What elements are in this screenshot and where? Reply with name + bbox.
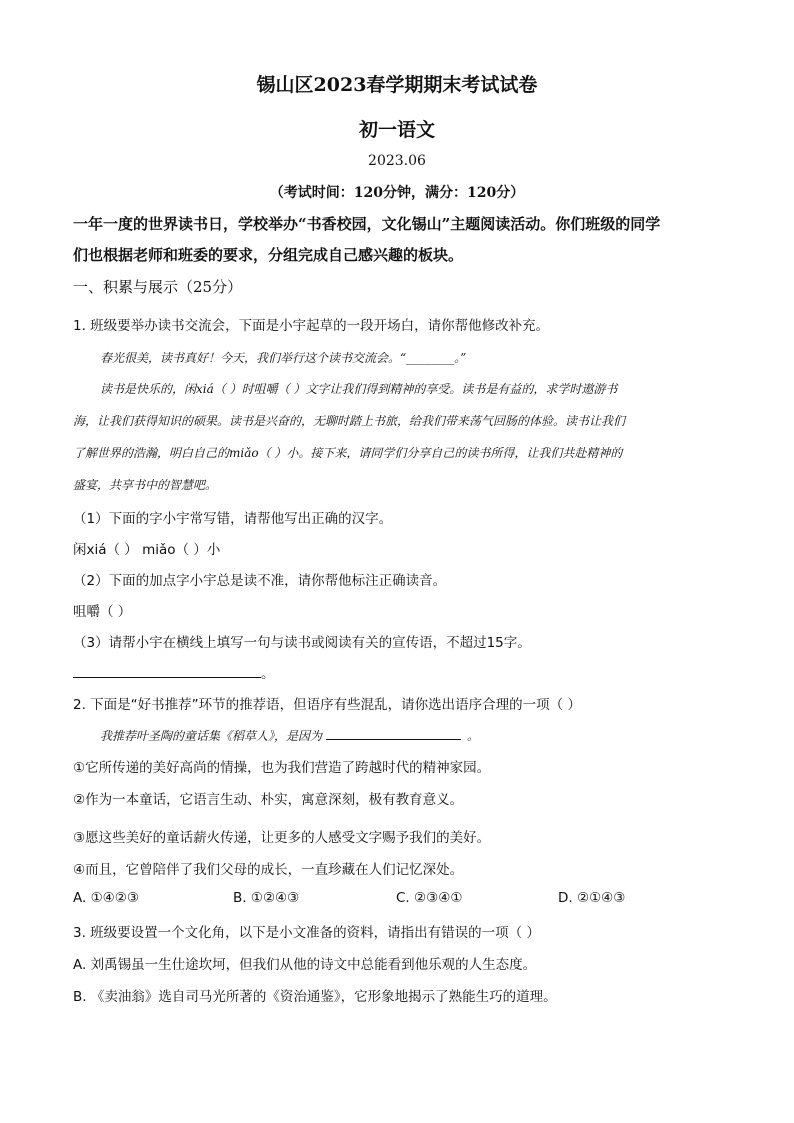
passage-line-4: 了解世界的浩瀚，明白自己的miǎo（ ）小。接下来，请同学们分享自己的读书所得，让我们共赴精神的 [73, 446, 623, 460]
lead-blank-line[interactable] [326, 727, 461, 740]
question-1-stem: 1. 班级要举办读书交流会，下面是小宇起草的一段开场白，请你帮他修改补充。 [73, 318, 550, 334]
passage-line-2: 读书是快乐的，闲xiá（ ）时咀嚼（ ）文字让我们得到精神的享受。读书是有益的，求学时遨游书 [100, 382, 618, 396]
question-2-item-4: ④而且，它曾陪伴了我们父母的成长，一直珍藏在人们记忆深处。 [73, 862, 464, 878]
question-2-item-3: ③愿这些美好的童话薪火传递，让更多的人感受文字赐予我们的美好。 [73, 830, 491, 846]
exam-info: （考试时间：120分钟，满分：120分） [269, 185, 525, 201]
question-1-sub-3: （3）请帮小宇在横线上填写一句与读书或阅读有关的宣传语，不超过15字。 [73, 635, 531, 651]
question-2-item-1: ①它所传递的美好高尚的情操，也为我们营造了跨越时代的精神家园。 [73, 760, 491, 776]
question-2-lead [100, 727, 479, 744]
answer-blank-line[interactable] [73, 665, 261, 678]
question-1-sub-3-answer [73, 662, 275, 682]
passage-line-5: 盛宴，共享书中的智慧吧。 [73, 478, 218, 492]
question-2-stem: 2. 下面是“好书推荐”环节的推荐语，但语序有些混乱，请你选出语序合理的一项（ ） [73, 697, 581, 713]
question-3-option-a[interactable]: A. 刘禹锡虽一生仕途坎坷，但我们从他的诗文中总能看到他乐观的人生态度。 [73, 957, 537, 973]
answer-end-mark: 。 [261, 666, 275, 682]
passage-line-3: 海，让我们获得知识的硕果。读书是兴奋的，无聊时踏上书旅，给我们带来荡气回肠的体验。读书让我们 [73, 414, 626, 428]
question-1-sub-2: （2）下面的加点字小宇总是读不准，请你帮他标注正确读音。 [73, 573, 447, 589]
lead-end-mark: 。 [467, 729, 480, 743]
intro-line-2: 们也根据老师和班委的要求，分组完成自己感兴趣的板块。 [73, 246, 464, 264]
question-1-sub-1-answer: 闲xiá（ ） miǎo（ ）小 [73, 542, 221, 558]
question-3-stem: 3. 班级要设置一个文化角，以下是小文准备的资料，请指出有错误的一项（ ） [73, 925, 540, 941]
intro-line-1: 一年一度的世界读书日，学校举办“书香校园，文化锡山”主题阅读活动。你们班级的同学 [73, 215, 661, 233]
exam-date: 2023.06 [368, 153, 426, 169]
question-2-item-2: ②作为一本童话，它语言生动、朴实，寓意深刻，极有教育意义。 [73, 792, 464, 808]
question-2-option-b[interactable]: B. ①②④③ [233, 890, 300, 906]
section-heading: 一、积累与展示（25分） [73, 278, 243, 296]
question-3-option-b[interactable]: B. 《卖油翁》选自司马光所著的《资治通鉴》，它形象地揭示了熟能生巧的道理。 [73, 989, 557, 1005]
question-1-sub-2-answer: 咀嚼（ ） [73, 604, 132, 620]
question-1-sub-1: （1）下面的字小宇常写错，请帮他写出正确的汉字。 [73, 511, 393, 527]
question-2-option-c[interactable]: C. ②③④① [396, 890, 463, 906]
exam-subtitle: 初一语文 [358, 119, 435, 141]
question-2-option-a[interactable]: A. ①④②③ [73, 890, 139, 906]
exam-title: 锡山区2023春学期期末考试试卷 [256, 74, 538, 96]
passage-line-1: 春光很美，读书真好！今天，我们举行这个读书交流会。“________。” [100, 351, 467, 365]
question-2-lead-text: 我推荐叶圣陶的童话集《稻草人》，是因为 [100, 729, 323, 743]
question-2-option-d[interactable]: D. ②①④③ [558, 890, 626, 906]
